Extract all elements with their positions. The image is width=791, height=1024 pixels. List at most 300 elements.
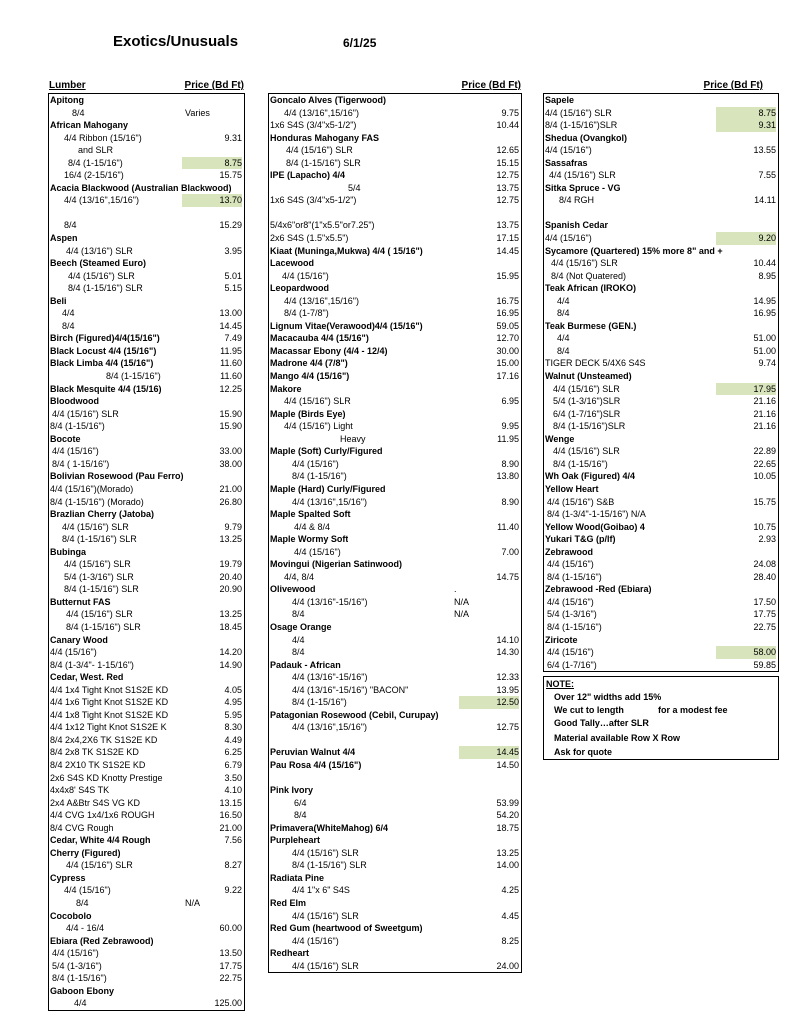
table-row bbox=[49, 859, 244, 872]
table-row bbox=[49, 621, 244, 634]
item-price: 13.80 bbox=[496, 471, 519, 482]
table-row bbox=[544, 307, 778, 320]
item-label: 8/4 bbox=[62, 320, 75, 331]
table-row bbox=[49, 270, 244, 283]
item-label: 8/4 RGH bbox=[559, 195, 595, 206]
item-price: 6.95 bbox=[501, 396, 519, 407]
table-row bbox=[544, 107, 778, 120]
item-label: 8/4 2x4,2X6 TK S1S2E KD bbox=[50, 734, 158, 745]
item-price: 13.25 bbox=[219, 609, 242, 620]
table-row bbox=[269, 634, 521, 647]
item-price: 15.15 bbox=[496, 157, 519, 168]
table-row bbox=[49, 496, 244, 509]
item-label: 8/4 (1-15/16") bbox=[292, 697, 347, 708]
item-price: 8.75 bbox=[716, 107, 776, 120]
table-row bbox=[269, 910, 521, 923]
item-label: 6/4 bbox=[294, 797, 307, 808]
table-row bbox=[544, 320, 778, 333]
table-row bbox=[269, 194, 521, 207]
item-label: 4/4 (13/16",15/16") bbox=[284, 295, 359, 306]
item-label: Apitong bbox=[50, 95, 84, 105]
item-price: 4.95 bbox=[224, 697, 242, 708]
item-price: 14.45 bbox=[459, 746, 519, 759]
item-label: 4/4 bbox=[74, 998, 87, 1009]
item-price: 8.90 bbox=[501, 458, 519, 469]
item-price: 9.31 bbox=[224, 132, 242, 143]
item-label: Makore bbox=[270, 383, 302, 394]
table-row bbox=[544, 521, 778, 534]
table-row bbox=[49, 395, 244, 408]
item-label: 4/4 (15/16") bbox=[547, 559, 594, 570]
item-price: 7.49 bbox=[224, 333, 242, 344]
item-price: 14.10 bbox=[496, 634, 519, 645]
table-row bbox=[269, 219, 521, 232]
table-row bbox=[269, 370, 521, 383]
column-1-header bbox=[48, 80, 245, 93]
item-label: 8/4 (1-15/16")SLR bbox=[545, 120, 618, 131]
item-price: 11.60 bbox=[220, 371, 242, 382]
table-row bbox=[269, 872, 521, 885]
item-label: Cypress bbox=[50, 872, 86, 883]
table-row bbox=[544, 496, 778, 509]
item-label: 2x4 A&Btr S4S VG KD bbox=[50, 797, 141, 808]
item-price: 12.65 bbox=[496, 145, 519, 156]
item-label: 8/4 bbox=[557, 345, 570, 356]
item-price: 16.95 bbox=[753, 308, 776, 319]
item-note: Varies bbox=[185, 107, 210, 118]
item-label: 8/4 (1-15/16")SLR bbox=[553, 421, 626, 432]
table-row bbox=[269, 508, 521, 521]
table-row bbox=[544, 395, 778, 408]
item-price: 17.75 bbox=[219, 960, 242, 971]
table-row bbox=[49, 458, 244, 471]
item-price: 22.75 bbox=[219, 973, 242, 984]
item-price: 8.95 bbox=[758, 270, 776, 281]
item-label: Primavera(WhiteMahog) 6/4 bbox=[270, 822, 389, 833]
price-list-3 bbox=[543, 93, 779, 672]
item-price: 8.30 bbox=[224, 722, 242, 733]
item-label: Lignum Vitae(Verawood)4/4 (15/16") bbox=[270, 320, 423, 331]
item-price: 11.95 bbox=[497, 433, 519, 444]
item-label: Ziricote bbox=[545, 634, 578, 645]
table-row bbox=[269, 207, 521, 220]
item-label: Padauk - African bbox=[270, 659, 341, 670]
item-price: 3.50 bbox=[224, 772, 242, 783]
table-row bbox=[269, 119, 521, 132]
item-label: Redheart bbox=[270, 948, 310, 959]
table-row bbox=[49, 345, 244, 358]
table-row bbox=[544, 445, 778, 458]
table-row bbox=[269, 521, 521, 534]
item-label: Gaboon Ebony bbox=[50, 985, 114, 996]
item-price: 15.75 bbox=[219, 170, 242, 181]
table-row bbox=[49, 746, 244, 759]
table-row bbox=[269, 132, 521, 145]
table-row bbox=[269, 182, 521, 195]
table-row bbox=[269, 408, 521, 421]
table-row bbox=[544, 219, 778, 232]
item-price: 15.29 bbox=[219, 220, 242, 231]
item-label: Olivewood bbox=[270, 584, 316, 595]
item-price: 9.74 bbox=[758, 358, 776, 369]
table-row bbox=[269, 232, 521, 245]
item-label: Patagonian Rosewood (Cebil, Curupay) bbox=[270, 709, 439, 720]
price-header: Price (Bd Ft) bbox=[184, 80, 244, 91]
table-row bbox=[544, 533, 778, 546]
table-row bbox=[544, 182, 778, 195]
note-line: for a modest fee bbox=[658, 705, 728, 715]
item-price: 12.33 bbox=[496, 672, 519, 683]
table-row bbox=[269, 847, 521, 860]
item-label: Maple Spalted Soft bbox=[270, 509, 351, 520]
item-label: 4/4 (15/16") SLR bbox=[553, 446, 620, 457]
column-3-header bbox=[543, 80, 779, 93]
lumber-header: Lumber bbox=[49, 80, 86, 91]
table-row bbox=[49, 420, 244, 433]
item-price: 21.16 bbox=[753, 421, 776, 432]
table-row bbox=[49, 194, 244, 207]
item-label: 4x4x8' S4S TK bbox=[50, 785, 110, 796]
item-price: 5.15 bbox=[224, 283, 242, 294]
item-label: Yellow Heart bbox=[545, 483, 599, 494]
item-note: . bbox=[454, 584, 457, 595]
item-label: 6/4 (1-7/16")SLR bbox=[553, 408, 621, 419]
item-price: 16.95 bbox=[496, 308, 519, 319]
item-label: 4/4 (15/16") SLR bbox=[284, 396, 351, 407]
table-row bbox=[544, 132, 778, 145]
item-label: Bubinga bbox=[50, 546, 86, 557]
table-row bbox=[49, 759, 244, 772]
item-label: TIGER DECK 5/4X6 S4S bbox=[545, 358, 646, 369]
item-label: and SLR bbox=[78, 145, 114, 156]
column-2-header bbox=[268, 80, 522, 93]
table-row bbox=[269, 420, 521, 433]
table-row bbox=[49, 684, 244, 697]
item-price: 51.00 bbox=[753, 333, 776, 344]
item-price: 59.85 bbox=[753, 659, 776, 670]
table-row bbox=[269, 947, 521, 960]
table-row bbox=[49, 847, 244, 860]
price-date: 6/1/25 bbox=[343, 36, 377, 50]
table-row bbox=[544, 433, 778, 446]
item-label: 4/4 (15/16") SLR bbox=[286, 145, 353, 156]
item-price: 13.75 bbox=[496, 182, 519, 193]
item-price: 4.25 bbox=[501, 885, 519, 896]
note-line: We cut to length bbox=[554, 705, 624, 715]
item-label: 4/4 (13/16",15/16") bbox=[64, 195, 139, 206]
item-price: 20.40 bbox=[219, 571, 242, 582]
table-row bbox=[49, 295, 244, 308]
table-row bbox=[49, 659, 244, 672]
table-row bbox=[49, 960, 244, 973]
item-price: 30.00 bbox=[496, 345, 519, 356]
table-row bbox=[269, 809, 521, 822]
item-label: Acacia Blackwood (Australian Blackwood) bbox=[50, 182, 232, 193]
item-price: 14.90 bbox=[219, 659, 242, 670]
item-price: 58.00 bbox=[716, 646, 776, 659]
item-label: 5/4 (1-3/16") bbox=[547, 609, 597, 620]
item-price: 14.50 bbox=[496, 759, 519, 770]
item-label: Cedar, White 4/4 Rough bbox=[50, 835, 151, 846]
item-label: 8/4 (1-15/16") bbox=[547, 621, 602, 632]
table-row bbox=[49, 922, 244, 935]
item-label: Bolivian Rosewood (Pau Ferro) bbox=[50, 471, 184, 482]
table-row bbox=[269, 533, 521, 546]
item-price: 14.75 bbox=[496, 571, 519, 582]
item-price: 4.10 bbox=[224, 785, 242, 796]
table-row bbox=[269, 282, 521, 295]
table-row bbox=[269, 169, 521, 182]
table-row bbox=[49, 508, 244, 521]
table-row bbox=[269, 884, 521, 897]
table-row bbox=[49, 521, 244, 534]
item-price: 18.75 bbox=[496, 822, 519, 833]
item-label: Black Mesquite 4/4 (15/16) bbox=[50, 383, 162, 394]
table-row bbox=[49, 772, 244, 785]
table-row bbox=[544, 571, 778, 584]
item-label: Macacauba 4/4 (15/16") bbox=[270, 333, 369, 344]
item-price: 21.16 bbox=[753, 396, 776, 407]
item-price: 15.75 bbox=[753, 496, 776, 507]
item-price: 4.05 bbox=[224, 684, 242, 695]
table-row bbox=[544, 245, 778, 258]
item-label: 8/4 (1-15/16") SLR bbox=[292, 860, 367, 871]
table-row bbox=[544, 608, 778, 621]
item-price: 6.79 bbox=[224, 759, 242, 770]
item-label: Honduras Mahogany FAS bbox=[270, 132, 380, 143]
table-row bbox=[49, 834, 244, 847]
table-row bbox=[49, 822, 244, 835]
table-row bbox=[269, 759, 521, 772]
item-price: 3.95 bbox=[224, 245, 242, 256]
item-label: Pink Ivory bbox=[270, 785, 314, 796]
item-label: 8/4 bbox=[294, 810, 307, 821]
table-row bbox=[49, 634, 244, 647]
table-row bbox=[269, 94, 521, 107]
table-row bbox=[269, 107, 521, 120]
table-row bbox=[49, 910, 244, 923]
item-label: Heavy bbox=[340, 433, 366, 444]
table-row bbox=[544, 408, 778, 421]
table-row bbox=[49, 935, 244, 948]
table-row bbox=[544, 257, 778, 270]
table-row bbox=[49, 445, 244, 458]
table-row bbox=[544, 295, 778, 308]
table-row bbox=[269, 659, 521, 672]
table-row bbox=[49, 884, 244, 897]
table-row bbox=[544, 370, 778, 383]
item-label: Sassafras bbox=[545, 157, 588, 168]
item-label: Ebiara (Red Zebrawood) bbox=[50, 935, 154, 946]
table-row bbox=[269, 671, 521, 684]
item-label: 8/4 bbox=[64, 220, 77, 231]
table-row bbox=[269, 496, 521, 509]
item-price: 12.75 bbox=[496, 722, 519, 733]
column-3 bbox=[543, 80, 779, 672]
column-2 bbox=[268, 80, 522, 973]
table-row bbox=[544, 332, 778, 345]
table-row bbox=[269, 483, 521, 496]
item-price: 12.50 bbox=[459, 696, 519, 709]
item-price: 7.00 bbox=[501, 546, 519, 557]
item-price: 17.15 bbox=[496, 233, 519, 244]
item-label: 4/4 (15/16") SLR bbox=[549, 170, 616, 181]
item-label: 4/4 (15/16") S&B bbox=[547, 496, 615, 507]
item-price: 10.05 bbox=[753, 471, 776, 482]
item-label: 4/4 (15/16") SLR bbox=[62, 521, 129, 532]
table-row bbox=[49, 709, 244, 722]
table-row bbox=[544, 634, 778, 647]
table-row bbox=[269, 646, 521, 659]
item-label: Sapele bbox=[545, 95, 575, 105]
table-row bbox=[269, 433, 521, 446]
item-price: 14.45 bbox=[496, 245, 519, 256]
item-label: 8/4 bbox=[76, 898, 89, 908]
note-line: Over 12" widths add 15% bbox=[554, 692, 662, 702]
table-row bbox=[544, 119, 778, 132]
item-price: 9.20 bbox=[716, 232, 776, 245]
item-label: 4/4 (15/16") SLR bbox=[64, 559, 131, 570]
item-note: N/A bbox=[454, 609, 470, 620]
item-label: 4/4 (13/16") SLR bbox=[66, 245, 133, 256]
item-price: 26.80 bbox=[219, 496, 242, 507]
item-label: 4/4 1x4 Tight Knot S1S2E KD bbox=[50, 684, 169, 695]
table-row bbox=[49, 182, 244, 195]
item-price: 16.75 bbox=[496, 295, 519, 306]
item-label: Movingui (Nigerian Satinwood) bbox=[270, 559, 402, 570]
item-label: Shedua (Ovangkol) bbox=[545, 132, 628, 143]
item-label: 8/4 (1-15/16") bbox=[50, 421, 105, 432]
item-label: Aspen bbox=[50, 233, 78, 244]
item-price: 8.90 bbox=[501, 496, 519, 507]
item-label: Macassar Ebony (4/4 - 12/4) bbox=[270, 345, 388, 356]
table-row bbox=[49, 533, 244, 546]
note-line: Good Tally…after SLR bbox=[554, 718, 649, 728]
item-label: IPE (Lapacho) 4/4 bbox=[270, 170, 346, 181]
item-label: 8/4 (1-15/16") SLR bbox=[66, 621, 141, 632]
table-row bbox=[544, 157, 778, 170]
item-price: 12.70 bbox=[496, 333, 519, 344]
item-label: Maple (Soft) Curly/Figured bbox=[270, 446, 383, 457]
table-row bbox=[269, 922, 521, 935]
item-label: Peruvian Walnut 4/4 bbox=[270, 747, 356, 758]
table-row bbox=[544, 583, 778, 596]
note-line: Material available Row X Row bbox=[554, 733, 681, 743]
table-row bbox=[269, 295, 521, 308]
table-row bbox=[269, 797, 521, 810]
item-price: 20.90 bbox=[219, 584, 242, 595]
item-label: 4/4 (15/16") bbox=[545, 145, 592, 156]
table-row bbox=[49, 144, 244, 157]
item-price: 14.00 bbox=[496, 860, 519, 871]
table-row bbox=[544, 232, 778, 245]
table-row bbox=[49, 232, 244, 245]
table-row bbox=[269, 721, 521, 734]
table-row bbox=[544, 458, 778, 471]
table-row bbox=[49, 157, 244, 170]
table-row bbox=[49, 972, 244, 985]
table-row bbox=[269, 746, 521, 759]
item-label: Maple (Birds Eye) bbox=[270, 408, 346, 419]
column-1 bbox=[48, 80, 245, 1011]
table-row bbox=[269, 558, 521, 571]
note-line: Ask for quote bbox=[554, 747, 613, 757]
item-label: 4/4 (15/16") SLR bbox=[66, 609, 133, 620]
item-price: 9.22 bbox=[224, 885, 242, 896]
table-row bbox=[269, 257, 521, 270]
item-price: 13.75 bbox=[496, 220, 519, 231]
item-label: 4/4 bbox=[557, 333, 570, 344]
item-label: Cherry (Figured) bbox=[50, 847, 121, 858]
item-label: Sycamore (Quartered) 15% more 8" and + bbox=[545, 245, 723, 256]
item-label: Bloodwood bbox=[50, 396, 99, 407]
table-row bbox=[49, 985, 244, 998]
item-label: Yukari T&G (p/lf) bbox=[545, 534, 616, 545]
item-label: Beli bbox=[50, 295, 67, 306]
item-label: Red Elm bbox=[270, 898, 307, 908]
item-label: 8/4 (Not Quatered) bbox=[551, 270, 627, 281]
table-row bbox=[544, 357, 778, 370]
item-price: 15.95 bbox=[496, 270, 519, 281]
item-label: 4/4 (15/16") bbox=[292, 935, 339, 946]
table-row bbox=[49, 872, 244, 885]
item-label: 8/4 (1-15/16") bbox=[547, 571, 602, 582]
item-price: 15.90 bbox=[219, 421, 242, 432]
item-label: 4/4 (15/16") bbox=[294, 546, 341, 557]
table-row bbox=[269, 935, 521, 948]
table-row bbox=[544, 420, 778, 433]
table-row bbox=[544, 169, 778, 182]
table-row bbox=[544, 546, 778, 559]
item-price: 14.45 bbox=[219, 320, 242, 331]
table-row bbox=[544, 470, 778, 483]
table-row bbox=[49, 583, 244, 596]
item-price: 33.00 bbox=[219, 446, 242, 457]
item-price: 9.75 bbox=[501, 107, 519, 118]
table-row bbox=[269, 546, 521, 559]
item-label: 4/4 CVG 1x4/1x6 ROUGH bbox=[50, 810, 155, 821]
item-label: 4/4 (15/16") Light bbox=[284, 421, 353, 432]
table-row bbox=[49, 383, 244, 396]
price-list-1 bbox=[48, 93, 245, 1011]
item-price: 19.79 bbox=[219, 559, 242, 570]
item-label: 8/4 bbox=[72, 107, 85, 118]
item-label: Butternut FAS bbox=[50, 596, 111, 607]
table-row bbox=[49, 94, 244, 107]
item-label: 4/4 bbox=[62, 308, 75, 319]
table-row bbox=[269, 571, 521, 584]
item-label: 4/4 & 8/4 bbox=[294, 521, 331, 532]
table-row bbox=[49, 571, 244, 584]
table-row bbox=[544, 207, 778, 220]
item-label: 5/4 bbox=[348, 182, 361, 193]
item-label: 16/4 (2-15/16") bbox=[64, 170, 124, 181]
item-label: 4/4 (15/16") bbox=[547, 647, 594, 658]
table-row bbox=[49, 646, 244, 659]
item-label: 5/4x6"or8"(1"x5.5"or7.25") bbox=[270, 220, 375, 231]
table-row bbox=[49, 307, 244, 320]
item-label: 5/4 (1-3/16")SLR bbox=[553, 396, 621, 407]
table-row bbox=[49, 897, 244, 910]
item-label: Madrone 4/4 (7/8") bbox=[270, 358, 348, 369]
item-label: 1x6 S4S (3/4"x5-1/2") bbox=[270, 120, 357, 131]
table-row bbox=[269, 395, 521, 408]
item-label: 8/4 (1-15/16") bbox=[292, 471, 347, 482]
table-row bbox=[49, 997, 244, 1010]
item-price: 53.99 bbox=[496, 797, 519, 808]
table-row bbox=[49, 357, 244, 370]
table-row bbox=[269, 897, 521, 910]
